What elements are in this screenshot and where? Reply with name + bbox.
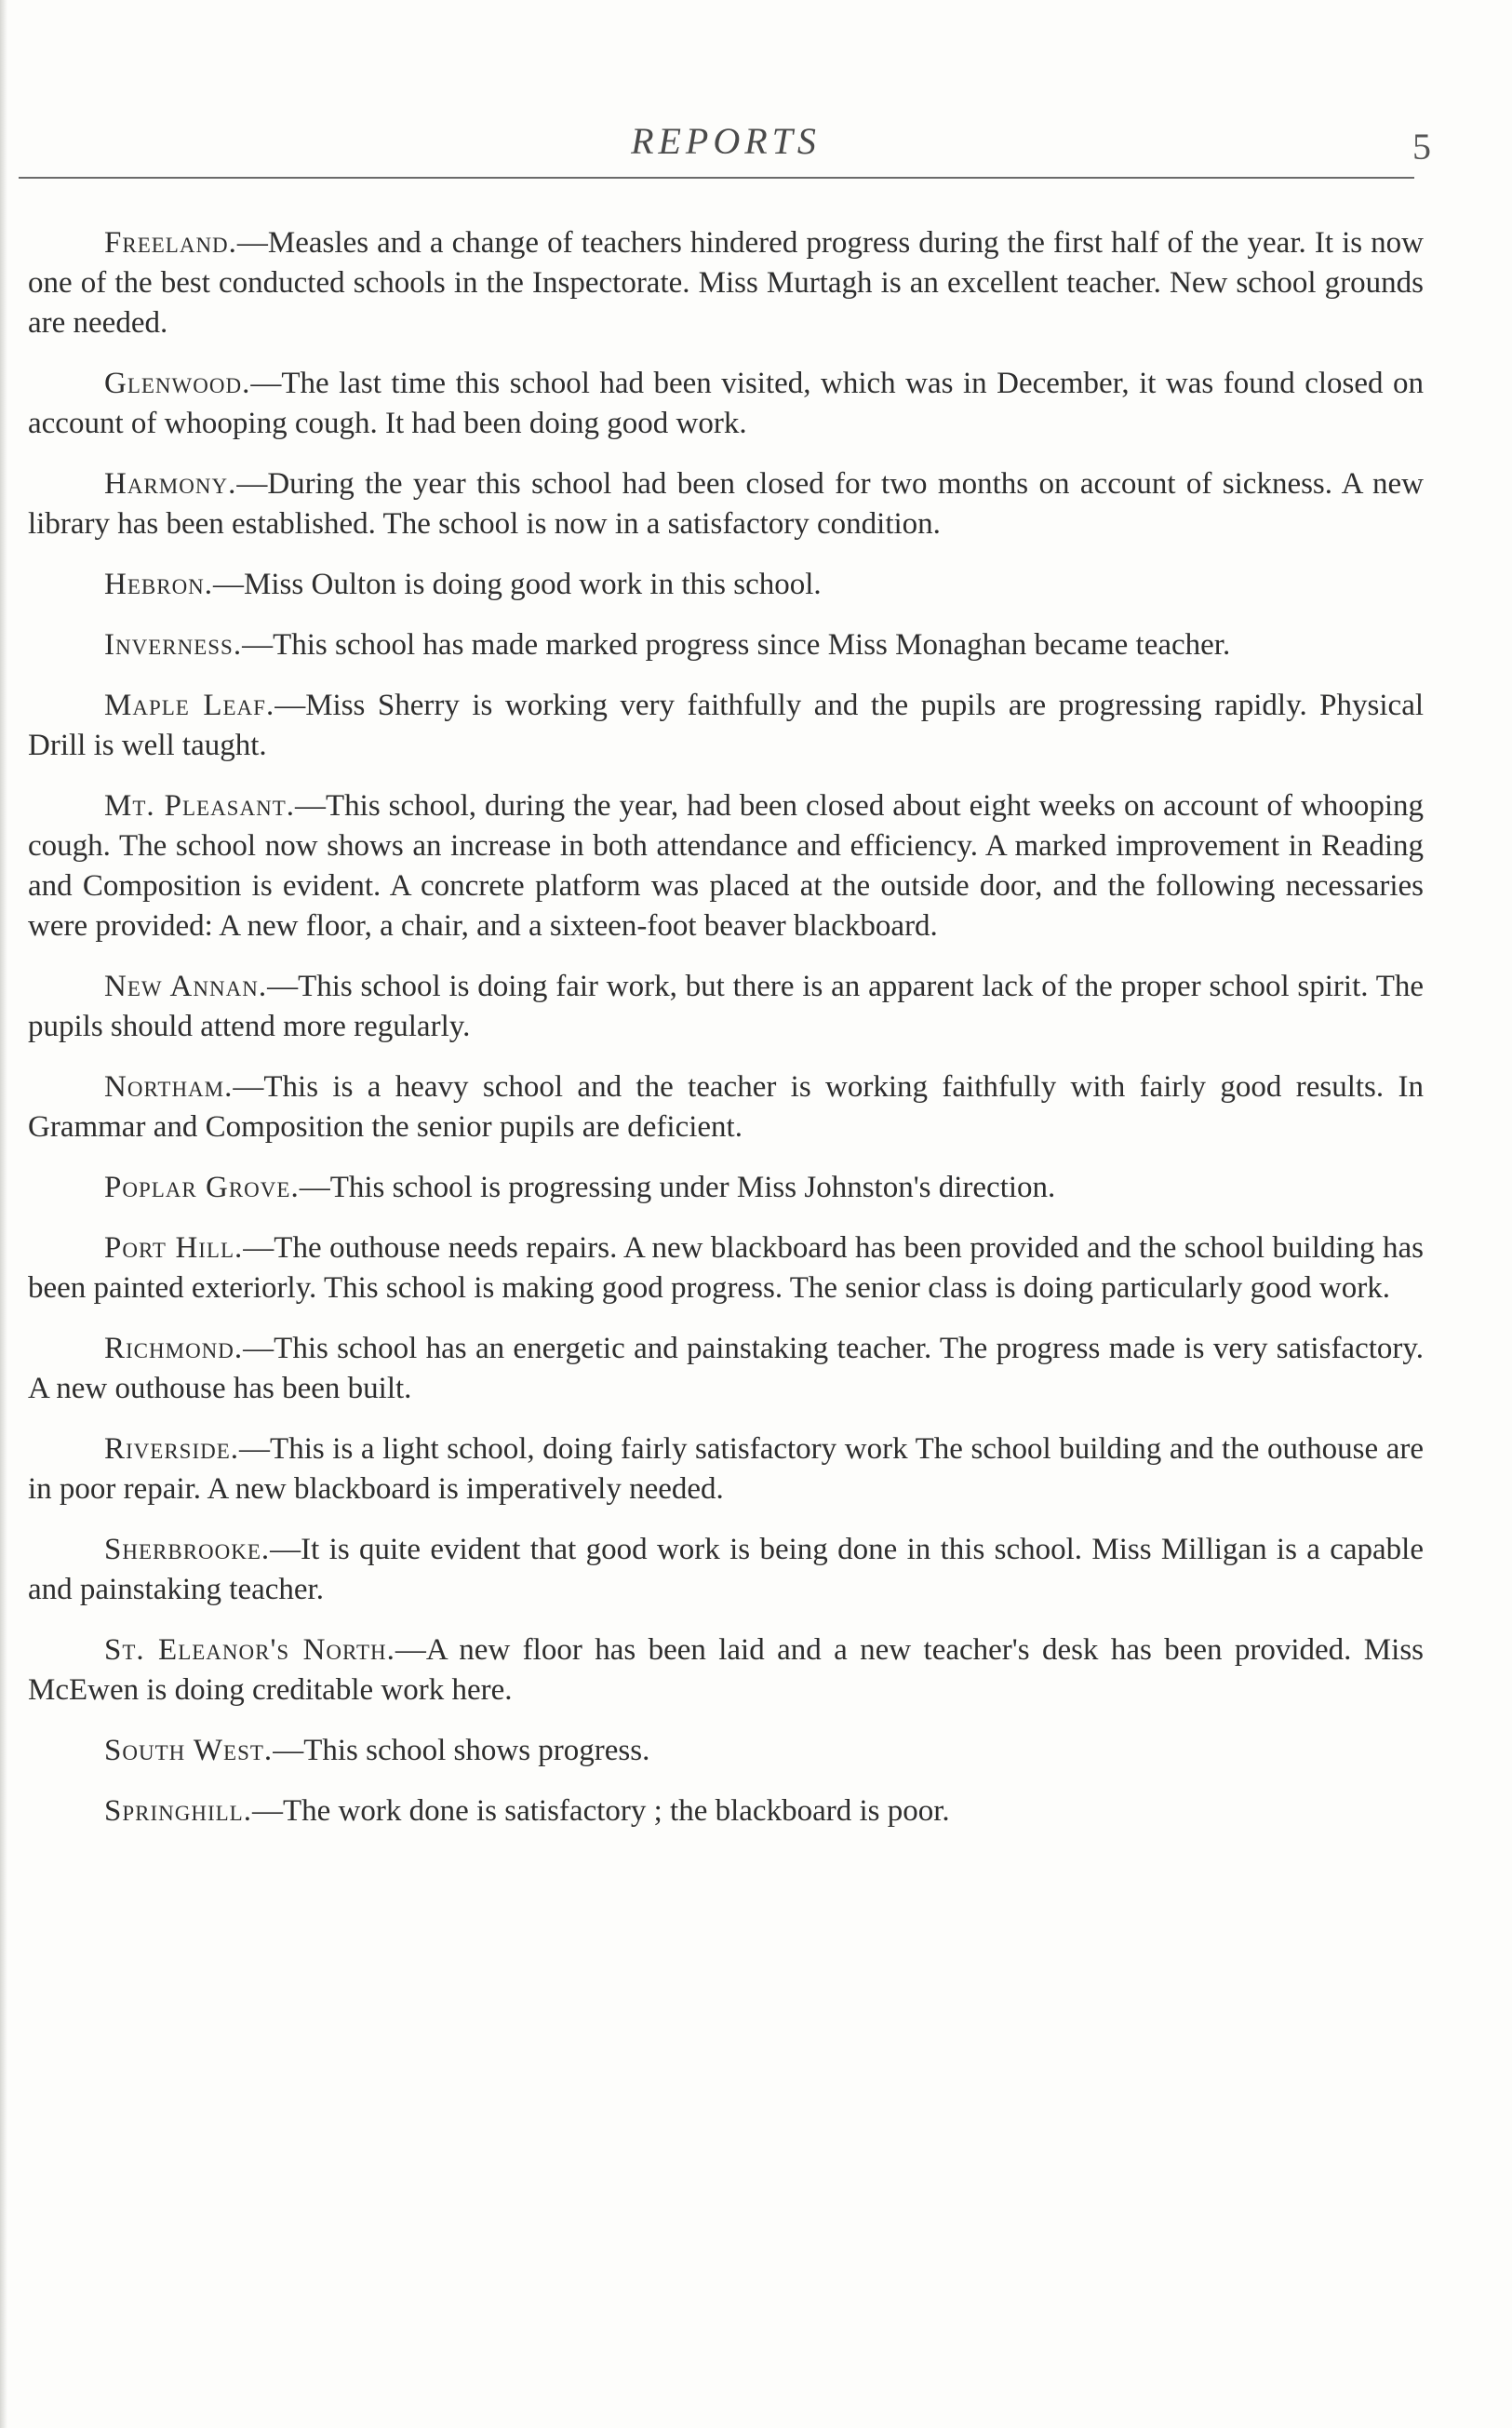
report-text: —This school, during the year, had been closed about eight weeks on account of whooping cough. The school now shows an increase in both attendance and efficiency. A marked improvement in Reading and Composition is evident. A concrete platform was placed at the outside door, and the following necessaries were provided: A new floor, a chair, and a sixteen-foot beaver blackboard. (28, 789, 1425, 943)
report-entry-mt-pleasant (28, 786, 1424, 946)
report-entry-glenwood (28, 364, 1424, 444)
report-text: —The work done is satisfactory ; the blackboard is poor. (251, 1794, 950, 1828)
report-text: —The last time this school had been visited, which was in December, it was found closed on account of whooping cough. It had been doing good work. (28, 367, 1424, 440)
report-entry-south-west (28, 1731, 1424, 1771)
report-text: —This school has made marked progress since Miss Monaghan became teacher. (242, 628, 1231, 662)
school-name: Maple Leaf. (104, 689, 275, 722)
report-entry-riverside (28, 1429, 1424, 1509)
report-entry-springhill (28, 1791, 1424, 1831)
report-text: —This school has an energetic and painstaking teacher. The progress made is very satisfactory. A new outhouse has been built. (28, 1332, 1424, 1405)
report-entry-harmony (28, 464, 1424, 544)
school-name: Freeland. (104, 226, 237, 260)
report-entry-maple-leaf (28, 686, 1424, 766)
report-entry-new-annan (28, 967, 1424, 1047)
report-text: —It is quite evident that good work is being done in this school. Miss Milligan is a capable and painstaking teacher. (28, 1533, 1424, 1606)
report-entry-poplar-grove (28, 1168, 1424, 1208)
report-text: —This school is progressing under Miss Johnston's direction. (299, 1171, 1056, 1204)
binding-edge (0, 0, 7, 2428)
report-text: —This school is doing fair work, but there is an apparent lack of the proper school spirit. The pupils should attend more regularly. (28, 970, 1424, 1043)
report-text: —This school shows progress. (273, 1734, 650, 1767)
school-name: South West. (104, 1734, 274, 1767)
school-name: Riverside. (104, 1432, 240, 1466)
running-title: REPORTS (631, 120, 821, 162)
report-text: —Miss Sherry is working very faithfully and the pupils are progressing rapidly. Physical Drill is well taught. (28, 689, 1425, 762)
school-name: Harmony. (104, 467, 237, 501)
page-number: 5 (1412, 126, 1431, 168)
school-name: Glenwood. (104, 367, 251, 400)
report-text: —Measles and a change of teachers hindered progress during the first half of the year. It is now one of the best conducted schools in the Inspectorate. Miss Murtagh is an excellent teacher. New school grounds are needed. (28, 226, 1424, 340)
school-name: New Annan. (104, 970, 268, 1003)
report-entry-richmond (28, 1329, 1424, 1409)
school-name: Inverness. (104, 628, 243, 662)
school-name: Port Hill. (104, 1231, 244, 1265)
page-header (19, 119, 1431, 184)
report-body (28, 223, 1424, 1852)
report-entry-freeland (28, 223, 1424, 343)
report-entry-st-eleanors-north (28, 1630, 1424, 1710)
school-name: Hebron. (104, 568, 214, 601)
report-text: —During the year this school had been closed for two months on account of sickness. A new library has been established. The school is now in a satisfactory condition. (28, 467, 1424, 541)
report-text: —The outhouse needs repairs. A new blackboard has been provided and the school building has been painted exteriorly. This school is making good progress. The senior class is doing particularly good work. (28, 1231, 1425, 1305)
school-name: Mt. Pleasant. (104, 789, 295, 823)
report-text: —This is a light school, doing fairly satisfactory work The school building and the outhouse are in poor repair. A new blackboard is imperatively needed. (28, 1432, 1424, 1506)
report-entry-sherbrooke (28, 1530, 1424, 1610)
report-entry-hebron (28, 565, 1424, 605)
school-name: Sherbrooke. (104, 1533, 271, 1566)
report-entry-northam (28, 1067, 1424, 1147)
report-entry-inverness (28, 625, 1424, 665)
school-name: Poplar Grove. (104, 1171, 300, 1204)
school-name: St. Eleanor's North. (104, 1633, 395, 1667)
school-name: Springhill. (104, 1794, 252, 1828)
report-text: —Miss Oulton is doing good work in this school. (213, 568, 822, 601)
header-rule (19, 177, 1414, 179)
report-entry-port-hill (28, 1228, 1424, 1308)
report-text: —This is a heavy school and the teacher is working faithfully with fairly good results. In Grammar and Composition the senior pupils are deficient. (28, 1070, 1424, 1144)
school-name: Northam. (104, 1070, 234, 1104)
report-text: —A new floor has been laid and a new teacher's desk has been provided. Miss McEwen is doing creditable work here. (28, 1633, 1424, 1707)
school-name: Richmond. (104, 1332, 244, 1365)
